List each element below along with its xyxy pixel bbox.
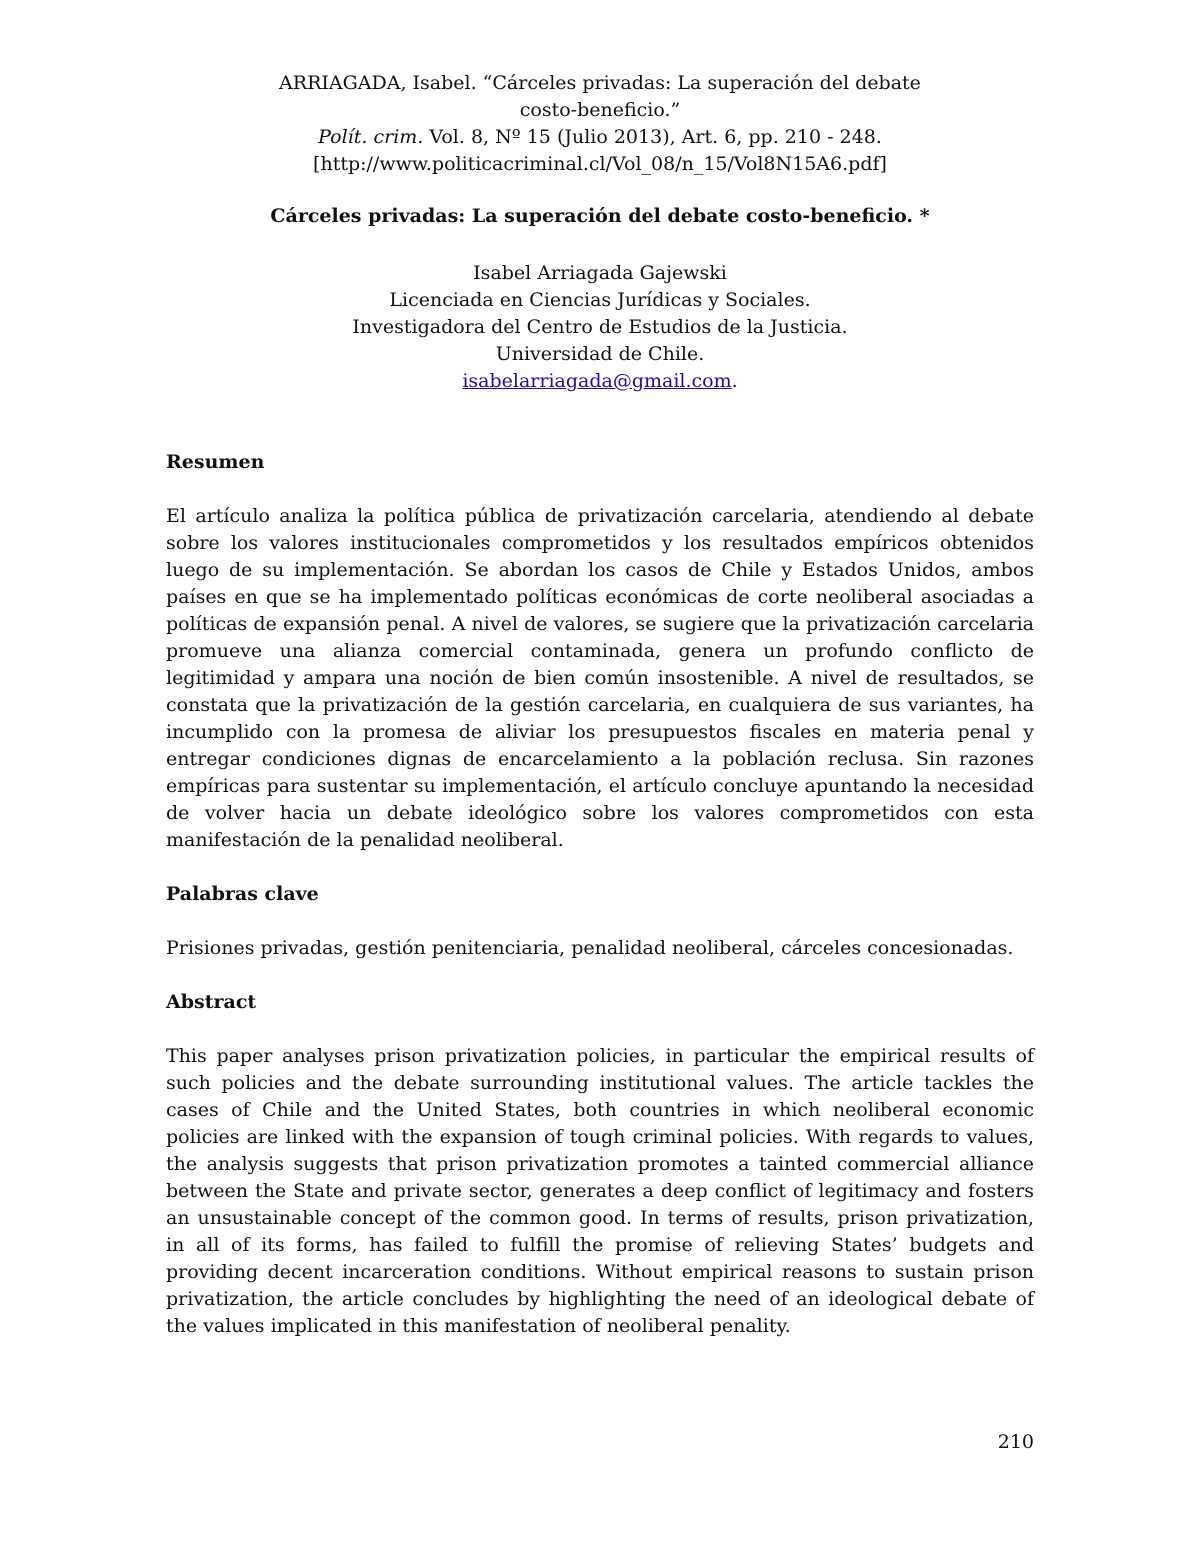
- palabras-clave-heading: Palabras clave: [166, 883, 319, 905]
- citation-volume-info: Vol. 8, Nº 15 (Julio 2013), Art. 6, pp. 210 - 248.: [423, 126, 882, 148]
- citation-line-3: [166, 124, 1034, 151]
- citation-line-2: costo-beneficio.”: [519, 99, 681, 121]
- resumen-text: El artículo analiza la política pública de privatización carcelaria, atendiendo al debate sobre los valores institucionales comprometidos y los resultados empíricos obtenidos luego de su implementación. Se abordan los casos de Chile y Estados Unidos, ambos países en que se ha implementado políticas económicas de corte neoliberal asociadas a políticas de expansión penal. A nivel de valores, se sugiere que la privatización carcelaria promueve una alianza comercial contaminada, genera un profundo conflicto de legitimidad y ampara una noción de bien común insostenible. A nivel de resultados, se constata que la privatización de la gestión carcelaria, en cualquiera de sus variantes, ha incumplido con la promesa de aliviar los presupuestos fiscales en materia penal y entregar condiciones dignas de encarcelamiento a la población reclusa. Sin razones empíricas para sustentar su implementación, el artículo concluye apuntando la necesidad de volver hacia un debate ideológico sobre los valores comprometidos con esta manifestación de la penalidad neoliberal.: [166, 505, 1034, 851]
- article-title: Cárceles privadas: La superación del debate costo-beneficio. *: [270, 205, 930, 227]
- palabras-clave-text: Prisiones privadas, gestión penitenciaria, penalidad neoliberal, cárceles concesionadas.: [166, 937, 1014, 959]
- author-email-link[interactable]: isabelarriagada@gmail.com: [462, 370, 732, 392]
- author-degree: Licenciada en Ciencias Jurídicas y Sociales.: [389, 289, 811, 311]
- author-email-line: [166, 368, 1034, 395]
- journal-abbreviation: Polít. crim.: [318, 126, 424, 148]
- citation-line-1: ARRIAGADA, Isabel. “Cárceles privadas: La superación del debate: [279, 72, 921, 94]
- author-email-suffix: .: [731, 370, 738, 392]
- citation-header: [166, 70, 1034, 178]
- page-number: 210: [997, 1431, 1034, 1453]
- author-position: Investigadora del Centro de Estudios de la Justicia.: [352, 316, 848, 338]
- citation-url: [http://www.politicacriminal.cl/Vol_08/n_15/Vol8N15A6.pdf]: [313, 153, 887, 175]
- author-name: Isabel Arriagada Gajewski: [473, 262, 727, 284]
- abstract-heading: Abstract: [166, 991, 257, 1013]
- resumen-heading: Resumen: [166, 451, 265, 473]
- author-block: [166, 260, 1034, 395]
- author-university: Universidad de Chile.: [495, 343, 705, 365]
- page-content: [166, 70, 1034, 1340]
- abstract-text: This paper analyses prison privatization policies, in particular the empirical results of such policies and the debate surrounding institutional values. The article tackles the cases of Chile and the United States, both countries in which neoliberal economic policies are linked with the expansion of tough criminal policies. With regards to values, the analysis suggests that prison privatization promotes a tainted commercial alliance between the State and private sector, generates a deep conflict of legitimacy and fosters an unsustainable concept of the common good. In terms of results, prison privatization, in all of its forms, has failed to fulfill the promise of relieving States’ budgets and providing decent incarceration conditions. Without empirical reasons to sustain prison privatization, the article concludes by highlighting the need of an ideological debate of the values implicated in this manifestation of neoliberal penality.: [166, 1045, 1034, 1337]
